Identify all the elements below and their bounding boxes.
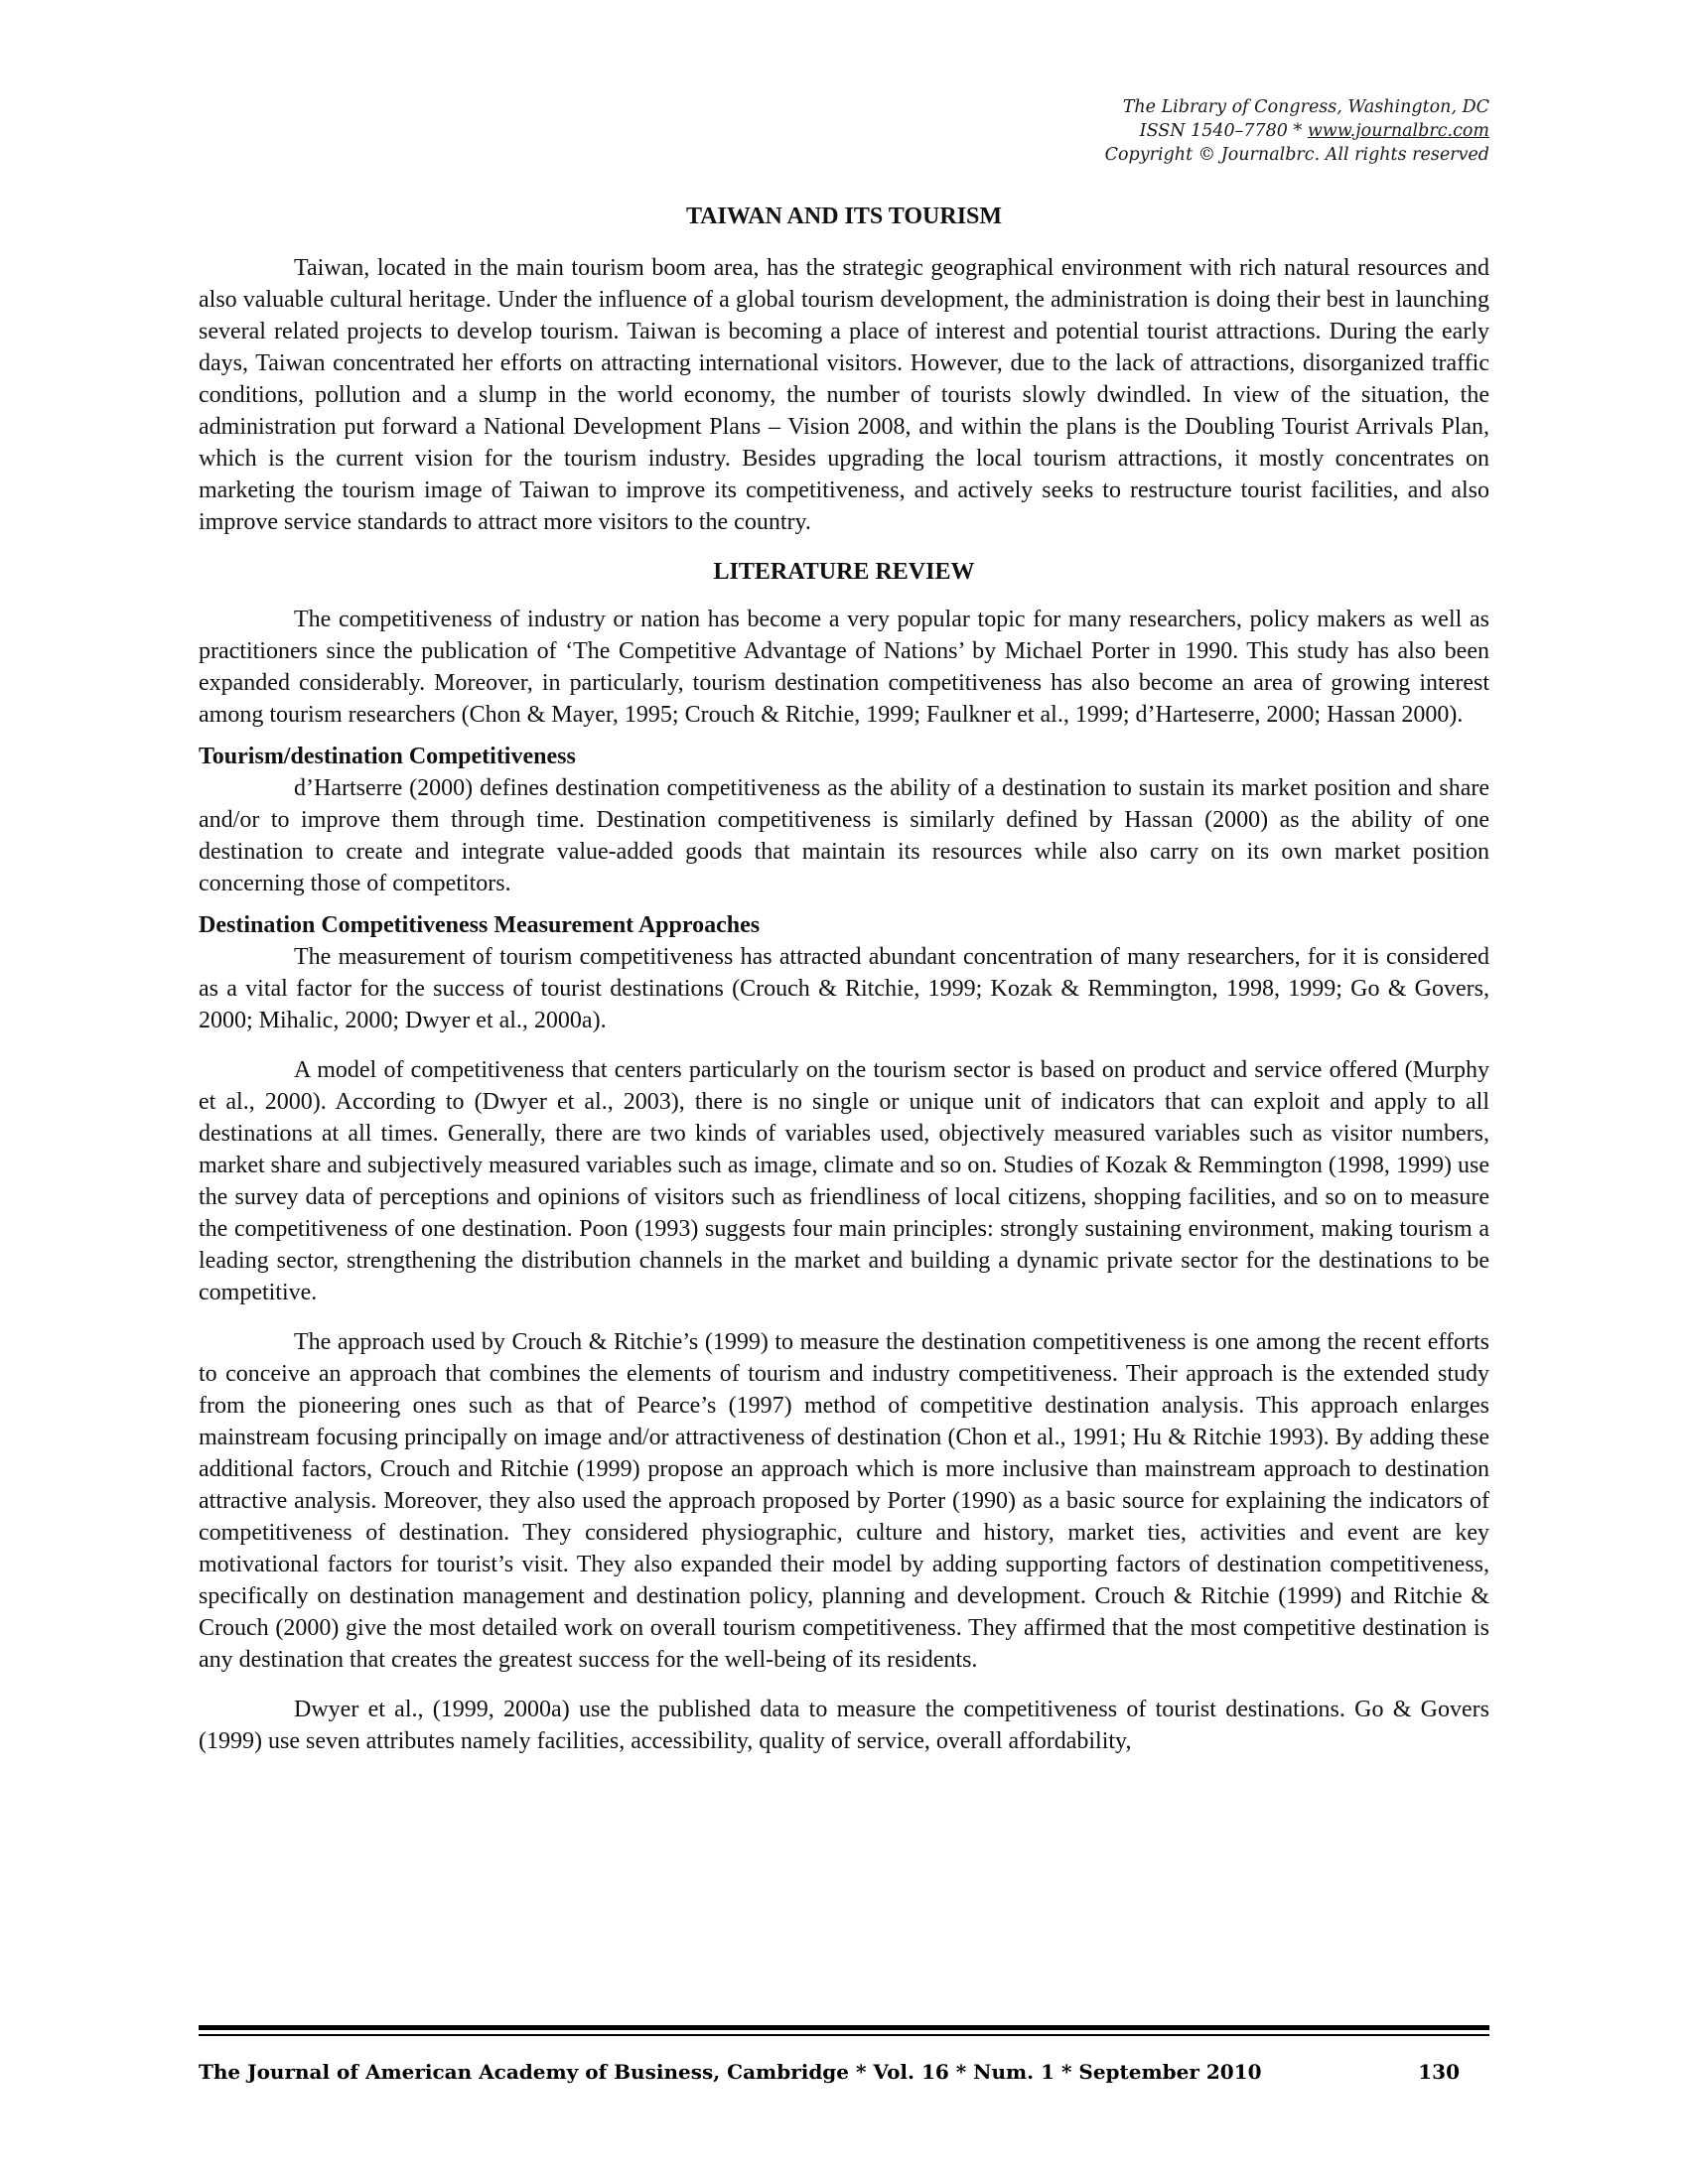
subsection-title-measurement-approaches: Destination Competitiveness Measurement Approaches <box>199 912 761 938</box>
header-copyright-line: Copyright © Journalbrc. All rights reserved <box>1104 145 1489 165</box>
paragraph-measurement-1: The measurement of tourism competitiveness has attracted abundant concentration of many researchers, for it is considered as a vital factor for the success of tourist destinations (Crouch & Ritchie, 1999; Kozak & Remmington, 1998, 1999; Go & Govers, 2000; Mihalic, 2000; Dwyer et al., 2000a). <box>199 944 1489 1033</box>
paragraph-measurement-4: Dwyer et al., (1999, 2000a) use the published data to measure the competitiveness of tourist destinations. Go & Govers (1999) use seven attributes namely facilities, accessibility, quality of service, overall affordability, <box>199 1697 1489 1754</box>
paragraph-taiwan-tourism: Taiwan, located in the main tourism boom area, has the strategic geographical environment with rich natural resources and also valuable cultural heritage. Under the influence of a global tourism development, the administration is doing their best in launching several related projects to develop tourism. Taiwan is becoming a place of interest and potential tourist attractions. During the early days, Taiwan concentrated her efforts on attracting international visitors. However, due to the lack of attractions, disorganized traffic conditions, pollution and a slump in the world economy, the number of tourists slowly dwindled. In view of the situation, the administration put forward a National Development Plans – Vision 2008, and within the plans is the Doubling Tourist Arrivals Plan, which is the current vision for the tourism industry. Besides upgrading the local tourism attractions, it mostly concentrates on marketing the tourism image of Taiwan to improve its competitiveness, and actively seeks to restructure tourist facilities, and also improve service standards to attract more visitors to the country. <box>199 255 1489 535</box>
paragraph-measurement-2: A model of competitiveness that centers particularly on the tourism sector is based on product and service offered (Murphy et al., 2000). According to (Dwyer et al., 2003), there is no single or unique unit of indicators that can exploit and apply to all destinations at all times. Generally, there are two kinds of variables used, objectively measured variables such as visitor numbers, market share and subjectively measured variables such as image, climate and so on. Studies of Kozak & Remmington (1998, 1999) use the survey data of perceptions and opinions of visitors such as friendliness of local citizens, shopping facilities, and so on to measure the competitiveness of one destination. Poon (1993) suggests four main principles: strongly sustaining environment, making tourism a leading sector, strengthening the distribution channels in the market and building a dynamic private sector for the destinations to be competitive. <box>199 1057 1489 1305</box>
footer-journal-citation: The Journal of American Academy of Business, Cambridge * Vol. 16 * Num. 1 * September 2010 <box>199 2060 1262 2084</box>
article-body <box>199 201 1489 1775</box>
paragraph-measurement-3: The approach used by Crouch & Ritchie’s (1999) to measure the destination competitiveness is one among the recent efforts to conceive an approach that combines the elements of tourism and industry competitiveness. Their approach is the extended study from the pioneering ones such as that of Pearce’s (1997) method of competitive destination analysis. This approach enlarges mainstream focusing principally on image and/or attractiveness of destination (Chon et al., 1991; Hu & Ritchie 1993). By adding these additional factors, Crouch and Ritchie (1999) propose an approach which is more inclusive than mainstream approach to destination attractive analysis. Moreover, they also used the approach proposed by Porter (1990) as a basic source for explaining the indicators of competitiveness of destination. They considered physiographic, culture and history, market ties, activities and event are key motivational factors for tourist’s visit. They also expanded their model by adding supporting factors of destination competitiveness, specifically on destination management and destination policy, planning and development. Crouch & Ritchie (1999) and Ritchie & Crouch (2000) give the most detailed work on overall tourism competitiveness. They affirmed that the most competitive destination is any destination that creates the greatest success for the well-being of its residents. <box>199 1329 1489 1673</box>
paragraph-destination-competitiveness: d’Hartserre (2000) defines destination competitiveness as the ability of a destination to sustain its market position and share and/or to improve them through time. Destination competitiveness is similarly defined by Hassan (2000) as the ability of one destination to create and integrate value-added goods that maintain its resources while also carry on its own market position concerning those of competitors. <box>199 775 1489 896</box>
page-number: 130 <box>1418 2060 1460 2084</box>
header-issn-line <box>1105 119 1489 143</box>
subsection-title-destination-competitiveness: Tourism/destination Competitiveness <box>199 744 576 769</box>
section-title-literature-review: LITERATURE REVIEW <box>713 559 975 585</box>
page-header <box>1105 95 1489 167</box>
journal-website-link[interactable]: www.journalbrc.com <box>1307 121 1489 141</box>
header-library-line: The Library of Congress, Washington, DC <box>1122 97 1489 117</box>
footer-rule-thick <box>199 2025 1489 2030</box>
footer-rule-thin <box>199 2034 1489 2036</box>
paragraph-literature-review: The competitiveness of industry or nation has become a very popular topic for many researchers, policy makers as well as practitioners since the publication of ‘The Competitive Advantage of Nations’ by Michael Porter in 1990. This study has also been expanded considerably. Moreover, in particularly, tourism destination competitiveness has also become an area of growing interest among tourism researchers (Chon & Mayer, 1995; Crouch & Ritchie, 1999; Faulkner et al., 1999; d’Harteserre, 2000; Hassan 2000). <box>199 607 1489 728</box>
header-issn-text: ISSN 1540–7780 * <box>1139 121 1308 141</box>
section-title-taiwan-tourism: TAIWAN AND ITS TOURISM <box>685 204 1003 229</box>
